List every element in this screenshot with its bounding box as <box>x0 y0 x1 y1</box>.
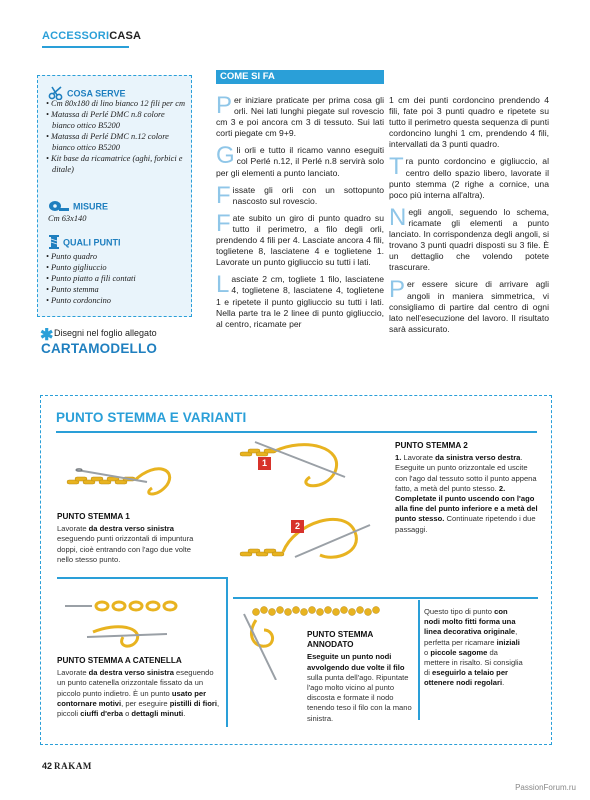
instructions-column-2 <box>389 95 549 341</box>
asterisk-icon: ✱ <box>40 327 54 344</box>
step-badge-1: 1 <box>258 457 271 470</box>
paragraph: Negli angoli, seguendo lo schema, ricamate gli elementi a punto lanciato. In corrispondenza degli angoli, si trovano 3 punti quadri disposti su 3 file. È un dettaglio che volendo potete trascurare. <box>389 203 549 273</box>
material-item: • Matassa di Perlé DMC n.12 colore bianco ottico B5200 <box>46 132 169 152</box>
quali-punti-title: QUALI PUNTI <box>63 237 121 248</box>
watermark: PassionForum.ru <box>515 783 576 792</box>
material-item: • Kit base da ricamatrice (aghi, forbici e ditale) <box>46 154 183 174</box>
misure-heading <box>48 200 108 214</box>
divider <box>57 577 227 579</box>
drop-cap: L <box>216 271 230 299</box>
pattern-title: CARTAMODELLO <box>41 341 158 356</box>
material-item: • Cm 80x180 di lino bianco 12 fili per cm <box>46 99 186 108</box>
stitch-item: • Punto cordoncino <box>46 296 111 305</box>
block-heading: PUNTO STEMMA 2 <box>395 441 468 450</box>
paragraph: 1 cm dei punti cordoncino prendendo 4 fili, fate poi 3 punti quadro e ripetete su tutto il perimetro questa sequenza di punti cordoncino lunghi 1 cm, prendendo 4 fili, intervallati da 3 punti quadro. <box>389 95 549 150</box>
chain-stem-stitch-illustration <box>57 592 222 654</box>
drop-cap: T <box>389 153 404 181</box>
section-header <box>42 30 141 42</box>
header-underline <box>42 46 129 48</box>
knotted-stem-note: Questo tipo di punto con nodi molto fitti forma una linea decorativa originale, perfetta per ricamare iniziali o piccole sagome da mettere in risalto. Si consiglia di eseguirlo a telaio per ottenere nodi regolari. <box>424 607 523 688</box>
materials-list <box>46 98 188 175</box>
misure-title: MISURE <box>73 201 109 212</box>
material-item: • Matassa di Perlé DMC n.8 colore bianco ottico B5200 <box>46 110 165 130</box>
section-sub: CASA <box>109 30 142 42</box>
drop-cap: F <box>216 181 231 209</box>
paragraph: Fissate gli orli con un sottopunto nascosto sul rovescio. <box>216 181 384 209</box>
stitch-item: • Punto gigliuccio <box>46 263 107 272</box>
page-footer <box>42 761 92 771</box>
tape-measure-icon <box>48 200 70 214</box>
paragraph: Gli orli e tutto il ricamo vanno eseguiti col Perlé n.12, il Perlé n.8 servirà solo per gli elementi a punto lanciato. <box>216 142 384 178</box>
instructions-column-1 <box>216 92 384 336</box>
block-subheading: ANNODATO <box>307 640 354 650</box>
knotted-stem-stitch-text: PUNTO STEMMA ANNODATO Eseguite un punto nodi avvolgendo due volte il filo sulla punta dell'ago. Ripuntate l'ago molto vicino al punto discosta e formate il nodo tenendo teso il filo con la mano sinistra. <box>307 630 419 724</box>
quali-punti-heading <box>48 234 121 252</box>
how-to-title: COME SI FA <box>220 71 275 82</box>
drop-cap: P <box>216 92 233 119</box>
stem-stitch-1-illustration <box>57 440 207 505</box>
drop-cap: G <box>216 142 235 170</box>
drop-cap: F <box>216 209 231 237</box>
stem-stitch-1-text: PUNTO STEMMA 1 Lavorate da destra verso sinistra eseguendo punti orizzontali di impuntura doppi, cioè entrando con l'ago due volte nello stesso punto. <box>57 512 207 565</box>
measures-value: Cm 63x140 <box>48 214 87 223</box>
stem-stitch-2-text: PUNTO STEMMA 2 1. Lavorate da sinistra verso destra. Eseguite un punto orizzontale ed uscite con l'ago dal tessuto sotto il punto appena fatto, a metà del punto stesso. 2. Completate il punto uscendo con l'ago alla fine del punto inferiore e a metà del punto stesso. Continuate ripetendo i due passaggi. <box>395 441 540 535</box>
step-badge-2: 2 <box>291 520 304 533</box>
paragraph: Tra punto cordoncino e gigliuccio, al centro dello spazio libero, lavorate il punto stemma (2 righe a cornice, una poco più interna all'altra). <box>389 153 549 200</box>
cosa-serve-title: COSA SERVE <box>67 88 126 99</box>
page-number: 42 <box>42 761 53 771</box>
stitch-item: • Punto piatto a fili contati <box>46 274 136 283</box>
section-label: ACCESSORI <box>42 30 110 42</box>
materials-box <box>37 75 192 317</box>
paragraph: Per iniziare praticate per prima cosa gli orli. Nei lati lunghi piegate sul rovescio cm 3 e poi ancora cm 3 di tessuto. Sui lati corti piegate cm 9+9. <box>216 92 384 139</box>
magazine-name: RAKAM <box>54 761 93 771</box>
block-heading: PUNTO STEMMA 1 <box>57 512 130 521</box>
pattern-note: Disegni nel foglio allegato <box>54 328 157 338</box>
stitch-item: • Punto stemma <box>46 285 99 294</box>
paragraph: Fate subito un giro di punto quadro su tutto il perimetro, a filo degli orli, prendendo 4 fili per 4. Lasciate ancora 4 fili, toglietene 8, lasciatene 4 e toglietene 1. Lavorate un punto gigliuccio su tutti i lati. <box>216 209 384 268</box>
panel-title: PUNTO STEMMA E VARIANTI <box>56 410 247 425</box>
chain-stem-stitch-text: PUNTO STEMMA A CATENELLA Lavorate da destra verso sinistra eseguendo un punto catenella orizzontale fissato da un piccolo punto indietro. È un punto usato per contornare motivi, per eseguire pistilli di fiori, piccoli ciuffi d'erba o dettagli minuti. <box>57 656 222 719</box>
drop-cap: N <box>389 203 407 231</box>
stitch-item: • Punto quadro <box>46 252 98 261</box>
vertical-divider <box>226 577 228 727</box>
block-heading: PUNTO STEMMA A CATENELLA <box>57 656 182 665</box>
paragraph: Per essere sicure di arrivare agli angoli in maniera simmetrica, vi consigliamo di partire dal centro di ogni lato nell'esecuzione del lavoro. Il risultato sarà assicurato. <box>389 276 549 334</box>
paragraph: Lasciate 2 cm, togliete 1 filo, lasciatene 4, toglietene 8, lasciatene 4, toglietene 1 e ripetete il punto gigliuccio su tutti i lati. Nella parte tra le 2 linee di punto gigliuccio, al centro, ricamate per <box>216 271 384 329</box>
vertical-divider <box>418 600 420 720</box>
panel-title-underline <box>56 431 537 433</box>
thread-spool-icon <box>48 234 60 252</box>
divider <box>233 597 538 599</box>
stitches-list <box>46 251 188 306</box>
block-heading: PUNTO STEMMA <box>307 630 374 639</box>
drop-cap: P <box>389 276 406 304</box>
how-to-heading <box>216 70 384 84</box>
